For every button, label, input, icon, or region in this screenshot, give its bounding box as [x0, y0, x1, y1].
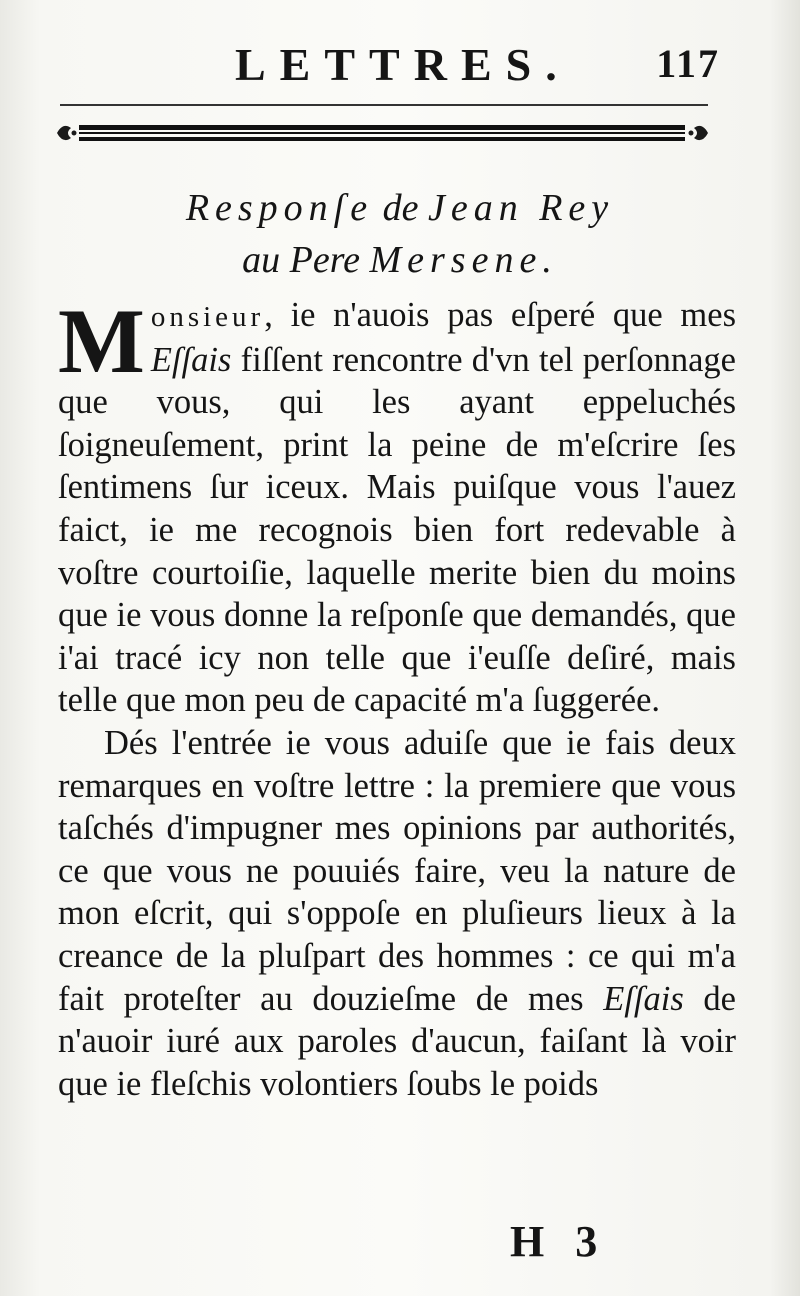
- paragraph-1: [58, 290, 736, 722]
- ornament-rule: [55, 118, 710, 148]
- paragraph-2-text-b: de n'auoir iuré aux paroles d'aucun, faiſant là voir que ie fleſchis volontiers ſoubs le poids: [58, 979, 736, 1103]
- fleuron-right-icon: [689, 126, 709, 140]
- letter-body: [58, 290, 736, 1105]
- heading-word-de: de: [382, 187, 419, 229]
- running-title: LETTRES.: [235, 39, 571, 90]
- running-head: [60, 38, 740, 98]
- drop-cap: M: [58, 290, 145, 392]
- paragraph-1-italic-essais: Eſſais: [150, 340, 232, 379]
- heading-line-1: [60, 182, 740, 234]
- paragraph-2-italic-essais: Eſſais: [603, 979, 684, 1018]
- page-number: 117: [656, 41, 720, 86]
- paragraph-1-text-b: fiſſent rencontre d'vn tel perſonnage que vous, qui les ayant eppeluchés ſoigneuſement, print la peine de m'eſcrire ſes ſentimens ſur iceux. Mais puiſque vous l'auez faict, ie me recognois bien fort redevable à voſtre courtoiſie, laquelle merite bien du moins que ie vous donne la reſponſe que demandés, que i'ai tracé icy non telle que i'euſſe deſiré, mais telle que mon peu de capacité m'a ſuggerée.: [58, 340, 736, 720]
- heading-word-response: Responſe: [185, 187, 374, 229]
- heading-au-pere: au Pere: [242, 239, 360, 281]
- paragraph-2-text-a: Dés l'entrée ie vous aduiſe que ie fais deux remarques en voſtre lettre : la premiere que vous taſchés d'impugner mes opinions par authorités, ce que vous ne pouuiés faire, veu la nature de mon eſcrit, qui s'oppoſe en pluſieurs lieux à la creance de la pluſpart des hommes : ce qui m'a fait proteſter au douzieſme de mes: [58, 723, 736, 1018]
- signature-mark: H 3: [510, 1217, 608, 1266]
- header-rule: [60, 104, 708, 106]
- heading-line-2: [60, 234, 740, 286]
- letter-heading: [60, 182, 740, 286]
- fleuron-left-icon: [57, 126, 77, 140]
- first-word-small-caps: onsieur: [150, 301, 265, 333]
- heading-name-mersene: Mersene.: [369, 239, 558, 281]
- heading-name-jean-rey: Jean Rey: [427, 187, 615, 229]
- paragraph-2: [58, 722, 736, 1105]
- paragraph-1-text-a: , ie n'auois pas eſperé que mes: [264, 296, 736, 334]
